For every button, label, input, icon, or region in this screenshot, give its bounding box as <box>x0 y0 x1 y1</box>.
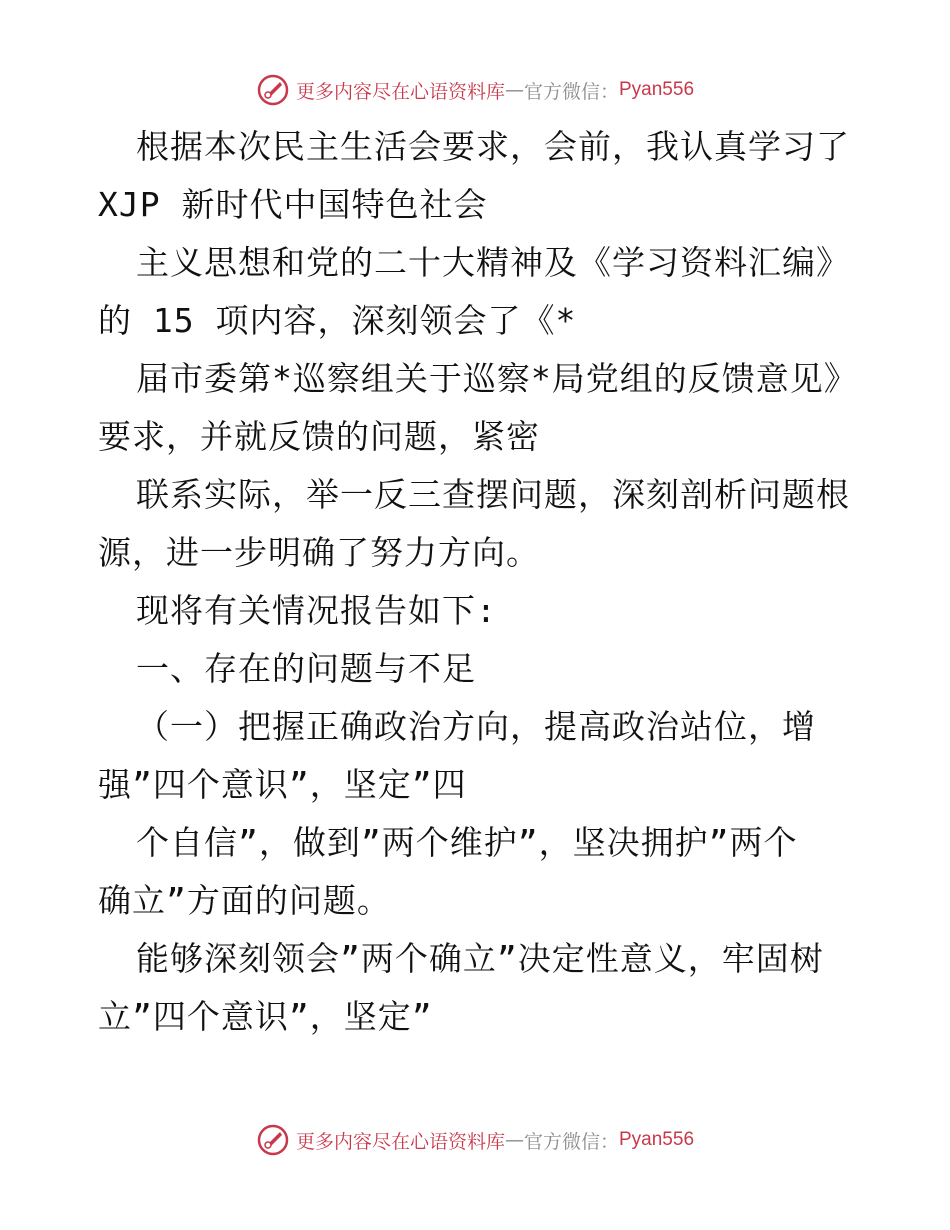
body-text-line: XJP 新时代中国特色社会 <box>98 185 488 224</box>
watermark-header <box>0 70 950 110</box>
body-text-line: 联系实际，举一反三查摆问题，深刻剖析问题根 <box>136 475 850 514</box>
body-text-line: 要求，并就反馈的问题，紧密 <box>98 417 540 456</box>
body-text-line: 一、存在的问题与不足 <box>136 649 476 688</box>
body-text-line: 的 15 项内容，深刻领会了《* <box>98 301 577 340</box>
body-text-line: 届市委第*巡察组关于巡察*局党组的反馈意见》 <box>136 359 858 398</box>
quill-logo-icon <box>256 73 290 107</box>
watermark-wechat-id: Pyan556 <box>619 79 695 100</box>
watermark-label: 官方微信： <box>523 80 619 103</box>
watermark-main-text: 更多内容尽在心语资料库 <box>295 80 505 103</box>
watermark-dash: — <box>504 1129 524 1151</box>
body-text-line: 根据本次民主生活会要求，会前，我认真学习了 <box>136 127 850 166</box>
watermark-dash: — <box>504 79 524 101</box>
watermark-footer <box>0 1120 950 1160</box>
document-body <box>98 118 858 1046</box>
body-text-line: 源，进一步明确了努力方向。 <box>98 533 540 572</box>
body-text-line: 现将有关情况报告如下: <box>136 591 497 630</box>
body-text-line: 主义思想和党的二十大精神及《学习资料汇编》 <box>136 243 850 282</box>
body-text-line: 能够深刻领会”两个确立”决定性意义，牢固树 <box>136 939 824 978</box>
watermark-main-text: 更多内容尽在心语资料库 <box>295 1130 505 1153</box>
body-text-line: 确立”方面的问题。 <box>98 881 391 920</box>
body-text-line: （一）把握正确政治方向，提高政治站位，增 <box>136 707 816 746</box>
body-text-line: 个自信”，做到”两个维护”，坚决拥护”两个 <box>136 823 798 862</box>
watermark-wechat-id: Pyan556 <box>619 1129 695 1150</box>
body-text-line: 强”四个意识”，坚定”四 <box>98 765 467 804</box>
quill-logo-icon <box>256 1123 290 1157</box>
body-text-line: 立”四个意识”，坚定” <box>98 997 433 1036</box>
watermark-label: 官方微信： <box>523 1130 619 1153</box>
